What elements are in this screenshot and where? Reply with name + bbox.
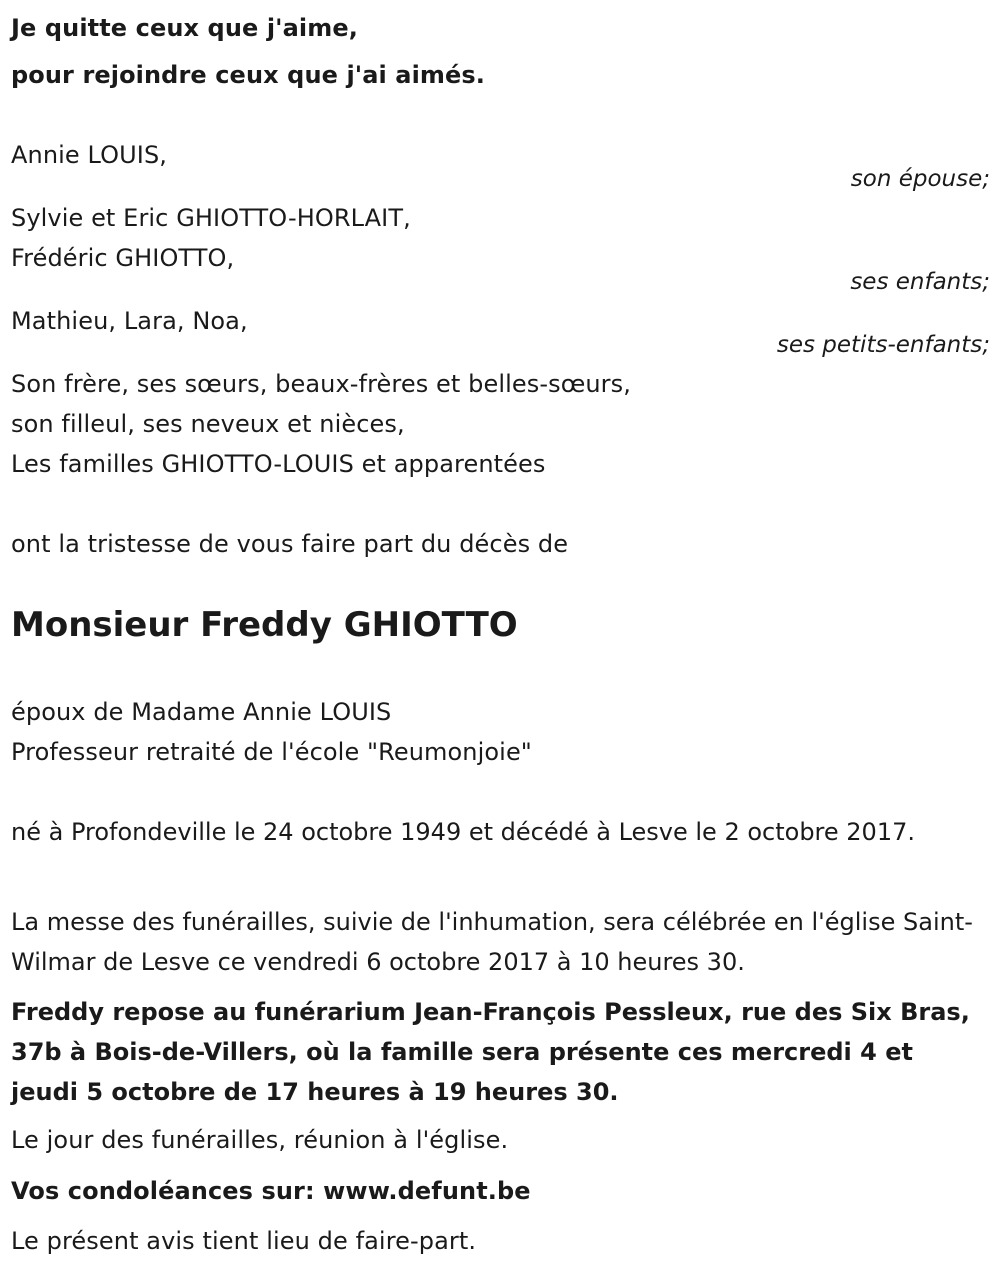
announcement-text: ont la tristesse de vous faire part du décès de [11,530,569,558]
relatives-line-1: Son frère, ses sœurs, beaux-frères et belles-sœurs, [11,370,631,398]
profession-text: Professeur retraité de l'école "Reumonjoie" [11,738,532,766]
funeral-mass-text: La messe des funérailles, suivie de l'inhumation, sera célébrée en l'église Saint-Wilmar de Lesve ce vendredi 6 octobre 2017 à 10 heures 30. [11,908,973,976]
spouse-role: son épouse; [850,166,990,192]
children-line-2: Frédéric GHIOTTO, [11,244,235,272]
notice-text: Le présent avis tient lieu de faire-part. [11,1227,477,1255]
motto-line-2: pour rejoindre ceux que j'ai aimés. [11,61,486,89]
spouse-name: Annie LOUIS, [11,141,168,169]
condolences-text: Vos condoléances sur: www.defunt.be [11,1177,531,1205]
relatives-line-3: Les familles GHIOTTO-LOUIS et apparentées [11,450,546,478]
children-line-1: Sylvie et Eric GHIOTTO-HORLAIT, [11,204,411,232]
birth-death-dates: né à Profondeville le 24 octobre 1949 et décédé à Lesve le 2 octobre 2017. [11,818,915,846]
relatives-line-2: son filleul, ses neveux et nièces, [11,410,405,438]
gathering-text: Le jour des funérailles, réunion à l'église. [11,1126,509,1154]
children-role: ses enfants; [850,269,990,295]
grandchildren-names: Mathieu, Lara, Noa, [11,307,248,335]
deceased-name: Monsieur Freddy GHIOTTO [11,605,518,645]
motto-line-1: Je quitte ceux que j'aime, [11,14,358,42]
spouse-of-text: époux de Madame Annie LOUIS [11,698,392,726]
grandchildren-role: ses petits-enfants; [776,332,990,358]
visitation-text: Freddy repose au funérarium Jean-François Pessleux, rue des Six Bras, 37b à Bois-de-Villers, où la famille sera présente ces mercredi 4 et jeudi 5 octobre de 17 heures à 19 heures 30. [11,998,970,1106]
